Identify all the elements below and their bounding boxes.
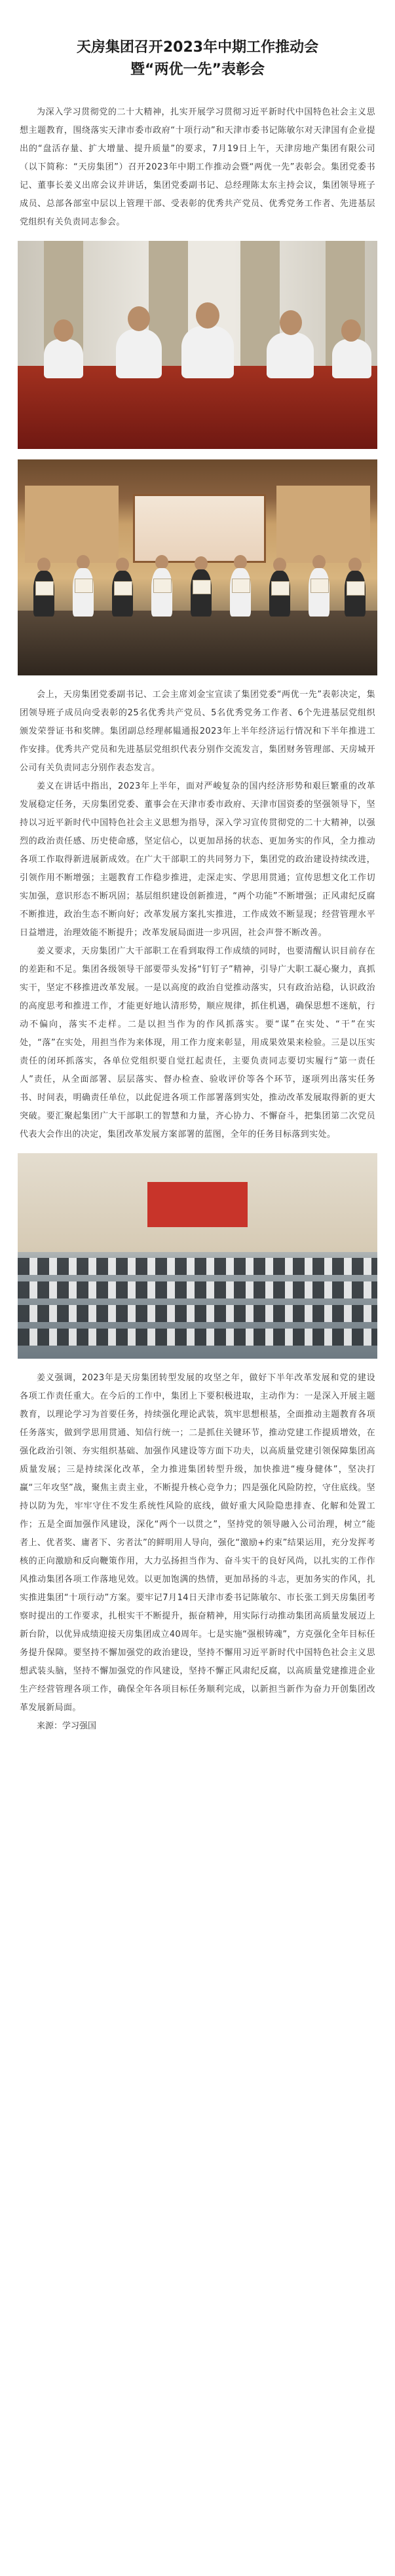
meeting-dais-photo — [18, 241, 377, 449]
article-title — [0, 0, 395, 81]
paragraph-emphasis: 姜义强调，2023年是天房集团转型发展的攻坚之年，做好下半年改革发展和党的建设各项工作责任重大。在今后的工作中，集团上下要积极进取，主动作为：一是深入开展主题教育，以理论学习为首要任务，持续强化理论武装，筑牢思想根基，全面推动主题教育各项任务落实，做到学思用贯通、知信行统一；二是抓住关键环节，推动党建工作提质增效，在强化政治引领、夯实组织基础、加强作风建设等方面下功夫，以高质量党建引领保障集团高质量发展；三是持续深化改革，全力推进集团转型升级，加快推进“瘦身健体”，坚决打赢“三年攻坚”战，聚焦主责主业，不断提升核心竞争力；四是强化风险防控，守住底线。坚持以防为先，牢牢守住不发生系统性风险的底线，做好重大风险隐患排查、化解和处置工作；五是全面加强作风建设，深化“两个一以贯之”，坚持党的领导融入公司治理，树立“能者上、优者奖、庸者下、劣者汰”的鲜明用人导向，强化“激励+约束”结果运用，充分发挥考核的正向激励和反向鞭策作用，大力弘扬担当作为、奋斗实干的良好风尚，以扎实的工作作风推动集团各项工作落地见效。以更加饱满的热情，更加昂扬的斗志，更加务实的作风，扎实推进集团“十项行动”方案。要牢记7月14日天津市委书记陈敏尔、市长张工到天房集团考察时提出的工作要求，扎根实干不断提升，振奋精神，用实际行动推动集团高质量发展迈上新台阶，以优异成绩迎接天房集团成立40周年。七是实施“强根铸魂”，方克强化全年目标任务提升保障。要坚持不懈加强党的政治建设，坚持不懈用习近平新时代中国特色社会主义思想武装头脑，坚持不懈加强党的作风建设，坚持不懈正风肃纪反腐，以高质量党建推进企业生产经营管理各项工作，确保全年各项目标任务顺利完成，以新担当新作为奋力开创集团改革发展新局面。 — [20, 1373, 375, 1713]
title-line-1: 天房集团召开2023年中期工作推动会 — [76, 39, 319, 56]
paragraph-speech-review: 姜义在讲话中指出，2023年上半年，面对严峻复杂的国内经济形势和艰巨繁重的改革发展稳定任务，天房集团党委、董事会在天津市委市政府、天津市国资委的坚强领导下，坚持以习近平新时代中国特色社会主义思想为指导，深入学习宣传贯彻党的二十大精神，以强烈的政治责任感、历史使命感，坚定信心，以更加昂扬的状态、更加务实的作风，全力推动各项工作取得新进展新成效。在广大干部职工的共同努力下，集团党的政治建设持续改进，引领作用不断增强；主题教育工作稳步推进，走深走实、学思用贯通；宣传思想文化工作切实加强，意识形态不断巩固；基层组织建设创新推进，“两个功能”不断增强；正风肃纪反腐不断推进，政治生态不断向好；改革发展方案扎实推进，工作成效不断显现；经营管理水平日益增进，治理效能不断提升；改革发展局面进一步巩固，社会声誉不断改善。 — [20, 781, 375, 938]
paragraph-intro: 为深入学习贯彻党的二十大精神，扎实开展学习贯彻习近平新时代中国特色社会主义思想主题教育，围绕落实天津市委市政府“十项行动”和天津市委书记陈敏尔对天津国有企业提出的“盘活存量、扩大增量、提升质量”的要求，7月19日上午，天津房地产集团有限公司（以下简称：“天房集团”）召开2023年中期工作推动会暨“两优一先”表彰会。集团党委书记、董事长姜义出席会议并讲话，集团党委副书记、总经理陈太东主持会议，集团领导班子成员、总部各部室中层以上管理干部、受表彰的优秀共产党员、优秀党务工作者、先进基层党组织有关负责同志参会。 — [20, 107, 375, 227]
paragraph-requirements: 姜义要求，天房集团广大干部职工在看到取得工作成绩的同时，也要清醒认识目前存在的差距和不足。集团各级领导干部要带头发扬“钉钉子”精神，引导广大职工凝心聚力，真抓实干，坚定不移推进改革发展。一是以高度的政治自觉推动落实，只有政治站稳，认识政治的高度思考和推进工作，才能更好地认清形势，顺应规律，抓住机遇，确保思想不迷航，行动不偏向，落实不走样。二是以担当作为的作风抓落实。要“谋”在实处、“干”在实处，“落”在实处，用担当作为来体现，用工作力度来彰显，用成果效果来检验。三是以压实责任的闭环抓落实，各单位党组织要自觉扛起责任，主要负责同志要切实履行“第一责任人”责任，从全面部署、层层落实、督办检查、验收评价等各个环节，逐项列出落实任务书、时间表，明确责任单位，以此促进各项工作部署落到实处，推动改革发展取得新的更大突破。要汇聚起集团广大干部职工的智慧和力量，齐心协力、不懈奋斗，把集团第二次党员代表大会作出的决定，集团改革发展方案部署的蓝图，全年的任务目标落到实处。 — [20, 946, 375, 1139]
audience-photo — [18, 1153, 377, 1359]
title-line-2: 暨“两优一先”表彰会 — [130, 62, 265, 78]
award-ceremony-photo — [18, 459, 377, 675]
article-source: 来源：学习强国 — [37, 1721, 97, 1731]
paragraph-commendation: 会上，天房集团党委副书记、工会主席刘金宝宣读了集团党委“两优一先”表彰决定，集团领导班子成员向受表彰的25名优秀共产党员、5名优秀党务工作者、6个先进基层党组织颁发荣誉证书和奖牌。集团副总经理郝韫通报2023年上半年经济运行情况和下半年推进工作安排。优秀共产党员和先进基层党组织代表分别作交流发言，集团财务管理部、天房城开公司有关负责同志分别作表态发言。 — [20, 690, 375, 773]
article-body — [0, 103, 395, 1736]
